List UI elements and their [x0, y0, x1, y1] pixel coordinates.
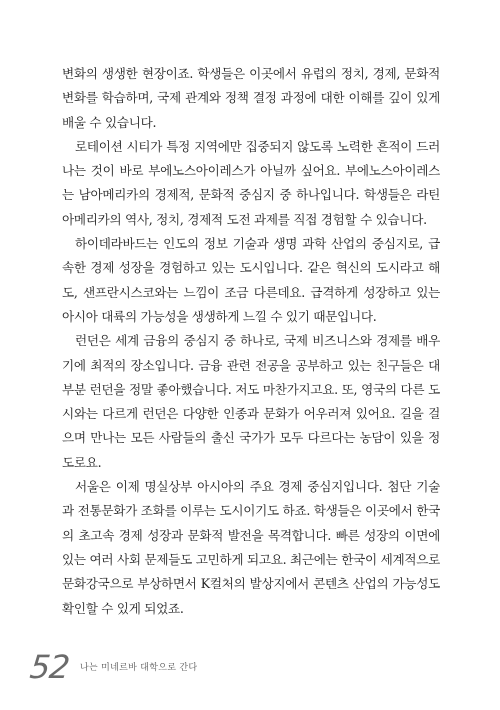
page-number: 52 [28, 648, 71, 686]
body-text [62, 62, 440, 621]
paragraph-buenos-aires: 로테이션 시티가 특정 지역에만 집중되지 않도록 노력한 흔적이 드러나는 것이 바로 부에노스아이레스가 아닐까 싶어요. 부에노스아이레스는 남아메리카의 경제적, 문화적 중심지 중 하나입니다. 학생들은 라틴 아메리카의 역사, 정치, 경제적 도전 과제를 직접 경험할 수 있습니다. [62, 138, 440, 227]
paragraph-london: 런던은 세계 금융의 중심지 중 하나로, 국제 비즈니스와 경제를 배우기에 최적의 장소입니다. 금융 관련 전공을 공부하고 있는 친구들은 대부분 런던을 정말 좋아했습니다. 저도 마찬가지고요. 또, 영국의 다른 도시와는 다르게 런던은 다양한 인종과 문화가 어우러져 있어요. 길을 걸으며 만나는 모든 사람들의 출신 국가가 모두 다르다는 농담이 있을 정도로요. [62, 333, 440, 470]
running-title: 나는 미네르바 대학으로 간다 [80, 663, 198, 673]
paragraph-hyderabad: 하이데라바드는 인도의 정보 기술과 생명 과학 산업의 중심지로, 급속한 경제 성장을 경험하고 있는 도시입니다. 같은 혁신의 도시라고 해도, 샌프란시스코와는 느낌이 조금 다른데요. 급격하게 성장하고 있는 아시아 대륙의 가능성을 생생하게 느낄 수 있기 때문입니다. [62, 236, 440, 324]
paragraph-seoul: 서울은 이제 명실상부 아시아의 주요 경제 중심지입니다. 첨단 기술과 전통문화가 조화를 이루는 도시이기도 하죠. 학생들은 이곳에서 한국의 초고속 경제 성장과 문화적 발전을 목격합니다. 빠른 성장의 이면에 있는 여러 사회 문제들도 고민하게 되고요. 최근에는 한국이 세계적으로 문화강국으로 부상하면서 K컬처의 발상지에서 콘텐츠 산업의 가능성도 확인할 수 있게 되었죠. [62, 479, 440, 616]
page-footer [30, 648, 330, 688]
paragraph-continuation: 변화의 생생한 현장이죠. 학생들은 이곳에서 유럽의 정치, 경제, 문화적 변화를 학습하며, 국제 관계와 정책 결정 과정에 대한 이해를 깊이 있게 배울 수 있습니다. [62, 66, 440, 130]
